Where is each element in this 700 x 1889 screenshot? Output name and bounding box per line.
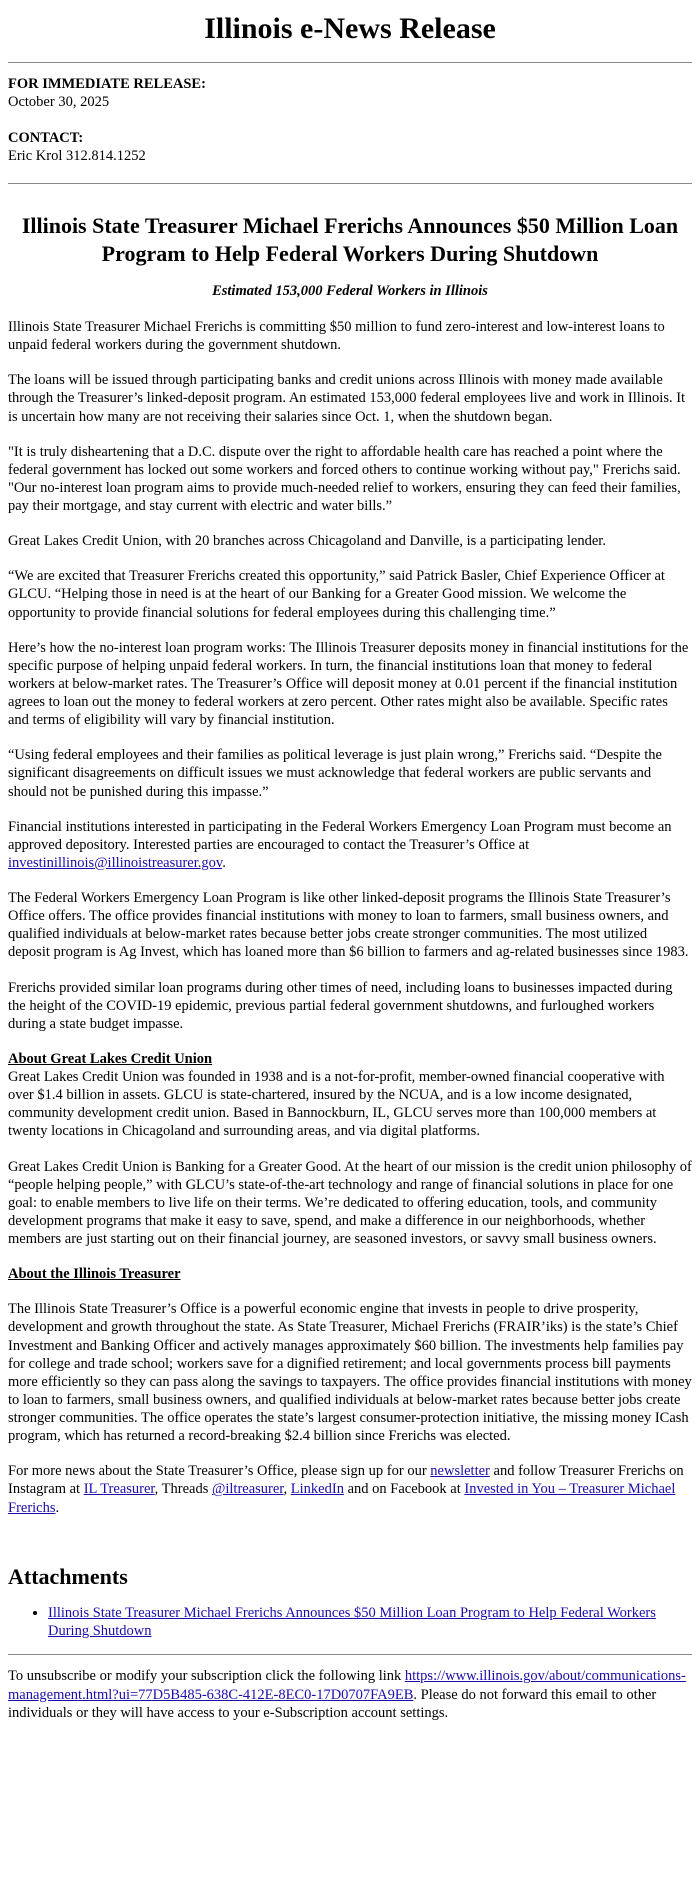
about-glcu-paragraph: Great Lakes Credit Union is Banking for a Greater Good. At the heart of our mission is the credit union philosophy of “people helping people,” with GLCU’s state-of-the-art technology and range of financial solutions in place for one goal: to enable members to live life on their terms. We’re dedicated to offering education, tools, and community development programs that make it easy to save, spend, and make a difference in our neighborhoods, whether members are just starting out on their financial journey, are seasoned investors, or savvy small business owners. [8,1158,692,1247]
social-text: and follow Treasurer Frerichs on Instagram at [8,1463,684,1498]
body-paragraph [8,818,692,872]
about-glcu-title: About Great Lakes Credit Union [8,1050,213,1067]
social-text: and on Facebook at [343,1481,465,1498]
email-body [0,10,700,1722]
body-paragraph: The loans will be issued through participating banks and credit unions across Illinois with money made available through the Treasurer’s linked-deposit program. An estimated 153,000 federal employees live and work in Illinois. It is uncertain how many are not receiving their salaries since Oct. 1, when the shutdown began. [8,372,686,425]
p8-end: . [222,854,226,871]
contact-value: Eric Krol 312.814.1252 [8,147,146,164]
instagram-link[interactable]: IL Treasurer [83,1481,155,1498]
headline: Illinois State Treasurer Michael Frerichs Announces $50 Million Loan Program to Help Federal Workers During Shutdown [21,213,679,266]
body-paragraph: “Using federal employees and their families as political leverage is just plain wrong,” Frerichs said. “Despite the significant disagreements on difficult issues we must acknowledge that federal workers are public servants and should not be punished during this impasse.” [8,747,662,800]
attachment-item [48,1604,692,1640]
contact-label: CONTACT: [8,129,84,146]
p8-text: Financial institutions interested in participating in the Federal Workers Emergency Loan Program must become an approved depository. Interested parties are encouraged to contact the Treasurer’s Office at [8,818,672,853]
footer-text: To unsubscribe or modify your subscription click the following link [8,1668,405,1685]
about-glcu-paragraph: Great Lakes Credit Union was founded in 1938 and is a not-for-profit, member-owned financial cooperative with over $1.4 billion in assets. GLCU is state-chartered, insured by the NCUA, and is a low income designated, community development credit union. Based in Bannockburn, IL, GLCU serves more than 100,000 members at twenty locations in Chicagoland and surrounding areas, and via digital platforms. [8,1069,665,1140]
body-paragraph: "It is truly disheartening that a D.C. dispute over the right to affordable health care has reached a point where the federal government has locked out some workers and forced others to continue working without pay," Frerichs said. "Our no-interest loan program aims to provide much-needed relief to workers, ensuring they can feed their families, pay their mortgage, and stay current with electric and water bills.” [8,443,681,514]
threads-link[interactable]: @iltreasurer [212,1481,284,1498]
unsubscribe-link[interactable]: https://www.illinois.gov/about/communications-management.html?ui=77D5B485-638C-412E-8EC0-17D0707FA9EB [8,1668,686,1703]
top-divider [8,62,692,63]
social-text: . [55,1499,60,1516]
attachment-link[interactable]: Illinois State Treasurer Michael Frerichs Announces $50 Million Loan Program to Help Federal Workers During Shutdown [48,1605,656,1640]
about-treasurer-paragraph: The Illinois State Treasurer’s Office is a powerful economic engine that invests in people to drive prosperity, development and growth throughout the state. As State Treasurer, Michael Frerichs (FRAIR’iks) is the state’s Chief Investment and Banking Officer and actively manages approximately $60 billion. The investments help families pay for college and trade school; workers save for a dignified retirement; and local governments process bill payments more efficiently so they can pass along the savings to taxpayers. The office provides financial institutions with money to loan to farmers, small business owners, and qualified individuals at below-market rates because better jobs create stronger communities. The office operates the state’s largest consumer-protection initiative, the missing money ICash program, which has returned a record-breaking $2.4 billion since Frerichs was elected. [8,1301,692,1445]
release-meta [8,75,692,166]
body-paragraph: Great Lakes Credit Union, with 20 branches across Chicagoland and Danville, is a participating lender. [8,533,606,550]
body-paragraph: Here’s how the no-interest loan program works: The Illinois Treasurer deposits money in financial institutions for the specific purpose of helping unpaid federal workers. In turn, the financial institutions loan that money to federal workers at below-market rates. The Treasurer’s Office will deposit money at 0.01 percent if the financial institution agrees to loan out the money to federal workers at zero percent. Other rates might also be available. Specific rates and terms of eligibility will vary by financial institution. [8,639,689,729]
footer-text: . Please do not forward this email to other individuals or they will have access to your e-Subscription account settings. [8,1686,657,1721]
social-text: , [283,1481,291,1498]
facebook-link[interactable]: Invested in You – Treasurer Michael Frerichs [8,1481,676,1516]
social-text: , Threads [154,1481,212,1498]
about-treasurer-title: About the Illinois Treasurer [8,1266,181,1283]
body-paragraph: The Federal Workers Emergency Loan Program is like other linked-deposit programs the Illinois State Treasurer’s Office offers. The office provides financial institutions with money to loan to farmers, small business owners, and qualified individuals at below-market rates because better jobs create stronger communities. The most utilized deposit program is Ag Invest, which has loaned more than $6 billion to farmers and ag-related businesses since 1983. [8,890,689,961]
release-label: FOR IMMEDIATE RELEASE: [8,75,206,92]
body-paragraph: Illinois State Treasurer Michael Frerichs is committing $50 million to fund zero-interest and low-interest loans to unpaid federal workers during the government shutdown. [8,319,665,354]
meta-divider [8,183,692,184]
release-date: October 30, 2025 [8,93,110,110]
social-paragraph [8,1462,692,1516]
subhead: Estimated 153,000 Federal Workers in Illinois [212,282,488,299]
banner-title: Illinois e-News Release [204,12,496,45]
body-paragraph: “We are excited that Treasurer Frerichs created this opportunity,” said Patrick Basler, Chief Experience Officer at GLCU. “Helping those in need is at the heart of our Banking for a Greater Good mission. We welcome the opportunity to provide financial solutions for federal employees during this challenging time.” [8,568,665,621]
email-link[interactable]: investinillinois@illinoistreasurer.gov [8,854,223,871]
body-paragraph: Frerichs provided similar loan programs during other times of need, including loans to businesses impacted during the height of the COVID-19 epidemic, previous partial federal government shutdowns, and furloughed workers during a state budget impasse. [8,979,673,1032]
attachments-list [8,1604,692,1640]
linkedin-link[interactable]: LinkedIn [290,1481,344,1498]
social-text: For more news about the State Treasurer’s Office, please sign up for our [8,1463,431,1480]
release-block [8,75,692,111]
footer [8,1655,692,1721]
newsletter-link[interactable]: newsletter [430,1463,490,1480]
attachments-title: Attachments [8,1563,128,1589]
contact-block [8,129,692,165]
